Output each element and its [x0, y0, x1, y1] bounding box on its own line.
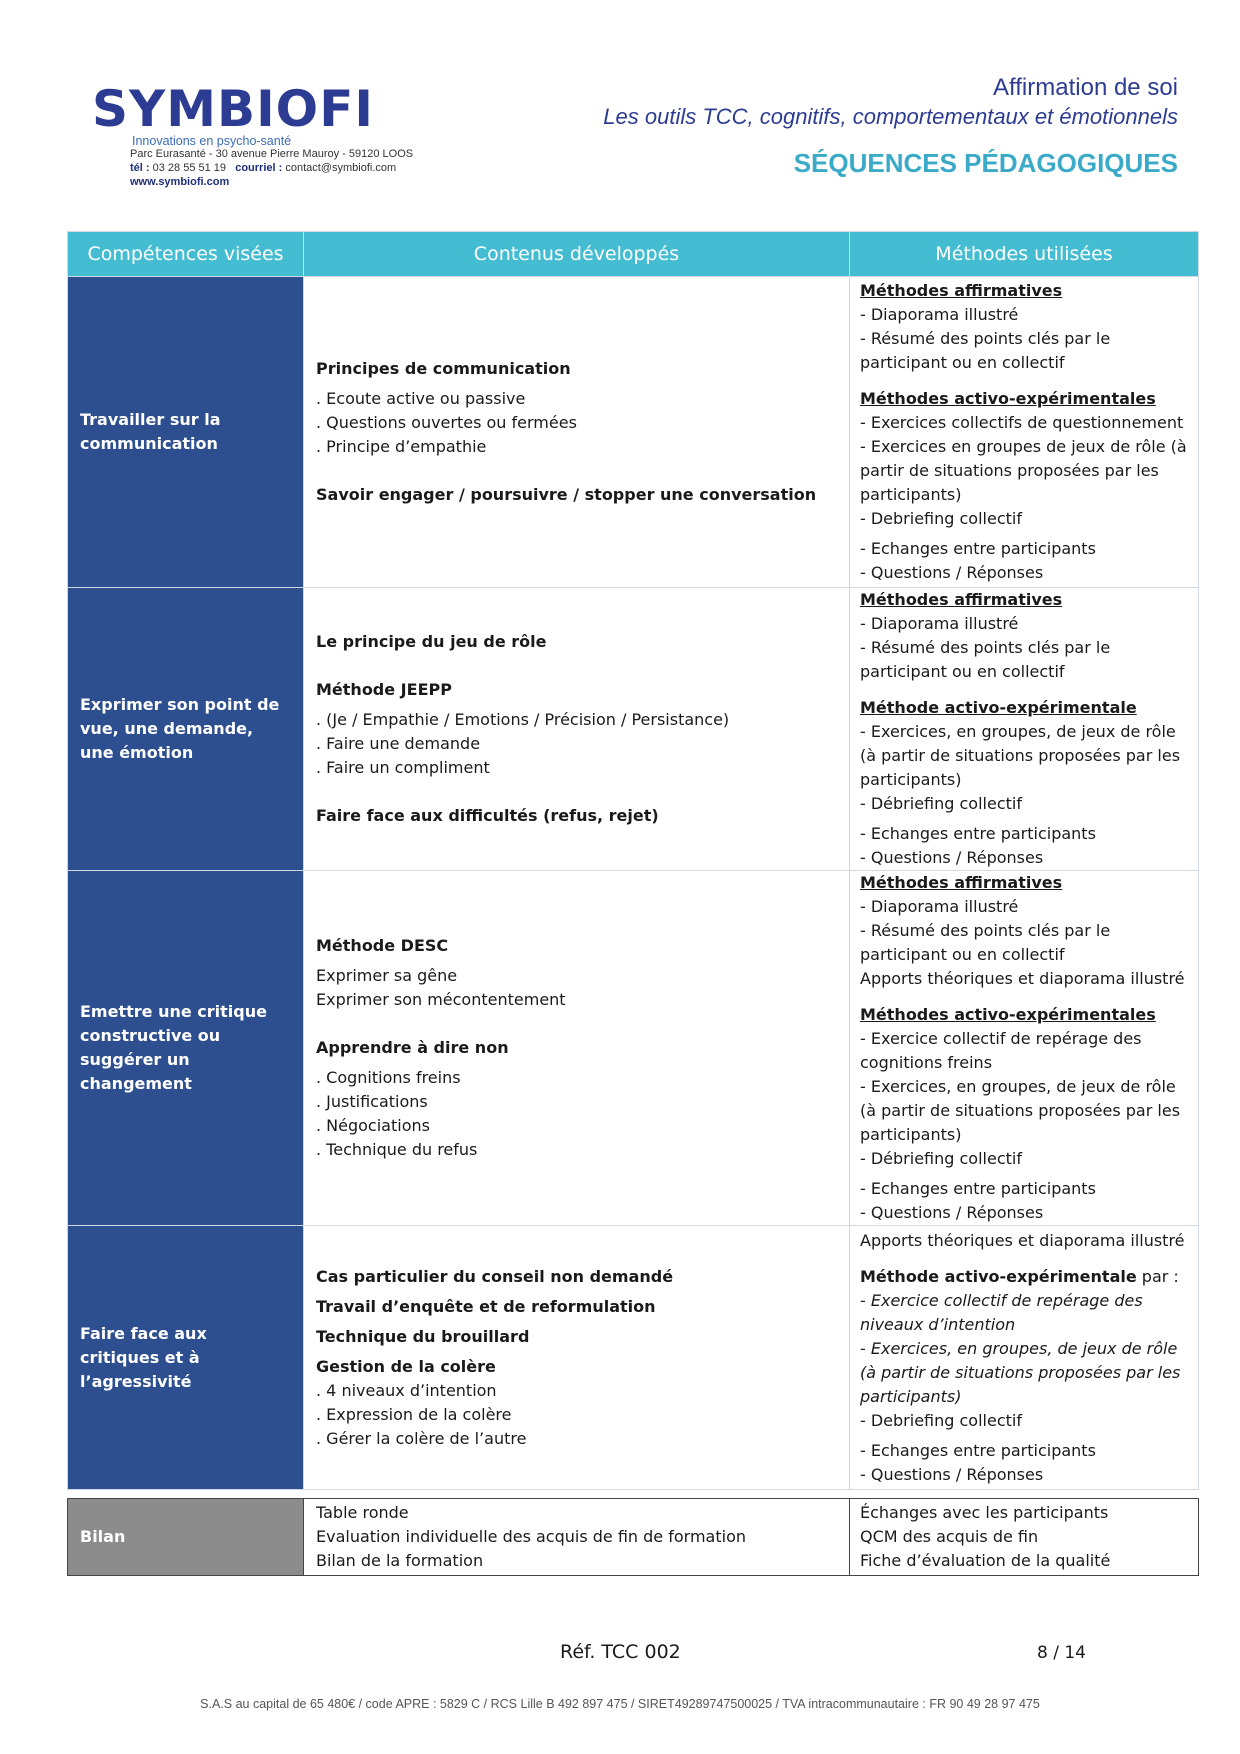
- list-item: . Technique du refus: [316, 1140, 478, 1159]
- contenu-heading: Gestion de la colère: [316, 1356, 496, 1376]
- contenu-heading: Technique du brouillard: [316, 1326, 530, 1346]
- table-row: [68, 1226, 1199, 1490]
- list-item: - Echanges entre participants: [860, 824, 1096, 843]
- contenu-cell: [304, 871, 850, 1226]
- bilan-label: Bilan: [68, 1499, 304, 1576]
- list-item: . 4 niveaux d’intention: [316, 1380, 497, 1400]
- list-item: . Justifications: [316, 1092, 428, 1111]
- competence-cell: Travailler sur la communication: [68, 277, 304, 588]
- contenu-cell: [304, 1226, 850, 1490]
- contenu-cell: [304, 588, 850, 871]
- list-item: QCM des acquis de fin: [860, 1527, 1039, 1546]
- list-item: . Gérer la colère de l’autre: [316, 1428, 527, 1448]
- list-item: . Questions ouvertes ou fermées: [316, 413, 577, 432]
- table-row: [68, 277, 1199, 588]
- company-address: Parc Eurasanté - 30 avenue Pierre Mauroy - 59120 LOOS: [130, 148, 414, 160]
- methodes-heading: Méthodes affirmatives: [860, 873, 1063, 892]
- list-item: - Exercices en groupes de jeux de rôle (à partir de situations proposées par les participants): [860, 437, 1187, 504]
- list-item: . Expression de la colère: [316, 1404, 512, 1424]
- list-item: - Résumé des points clés par le participant ou en collectif: [860, 329, 1111, 372]
- list-item: - Questions / Réponses: [860, 1464, 1044, 1484]
- list-item: - Résumé des points clés par le participant ou en collectif: [860, 921, 1111, 964]
- list-item: Exprimer son mécontentement: [316, 990, 566, 1009]
- list-item: . Négociations: [316, 1116, 430, 1135]
- list-item: - Questions / Réponses: [860, 848, 1044, 867]
- methodes-cell: [850, 1226, 1199, 1490]
- list-item: Apports théoriques et diaporama illustré: [860, 969, 1185, 988]
- column-header: Contenus développés: [304, 232, 850, 277]
- list-item: Evaluation individuelle des acquis de fin de formation: [316, 1527, 746, 1546]
- list-item: Fiche d’évaluation de la qualité: [860, 1551, 1111, 1570]
- list-item: . Faire un compliment: [316, 758, 490, 777]
- company-website[interactable]: www.symbiofi.com: [130, 176, 230, 188]
- list-item: - Debriefing collectif: [860, 1410, 1022, 1430]
- bilan-methodes-cell: [850, 1499, 1199, 1576]
- page-number: 8 / 14: [1037, 1643, 1086, 1663]
- legal-footer: S.A.S au capital de 65 480€ / code APRE : 5829 C / RCS Lille B 492 897 475 / SIRET49289747500025 / TVA intracommunautaire : FR 90 49 28 97 475: [200, 1697, 1040, 1711]
- contenu-cell: [304, 277, 850, 588]
- list-item: - Echanges entre participants: [860, 539, 1096, 558]
- sequences-table: [67, 231, 1199, 1490]
- list-item: - Débriefing collectif: [860, 1149, 1022, 1168]
- company-phone-mail: tél : 03 28 55 51 19 courriel : contact@symbiofi.com: [130, 162, 397, 174]
- list-item: - Debriefing collectif: [860, 509, 1022, 528]
- document-heading: [603, 74, 1178, 179]
- competence-cell: Emettre une critique constructive ou suggérer un changement: [68, 871, 304, 1226]
- list-item: . Cognitions freins: [316, 1068, 461, 1087]
- methodes-heading: Méthode activo-expérimentale par :: [860, 1266, 1179, 1286]
- company-logo: [92, 80, 374, 148]
- list-item: . Ecoute active ou passive: [316, 389, 526, 408]
- column-header: Compétences visées: [68, 232, 304, 277]
- table-header-row: [68, 232, 1199, 277]
- contenu-heading: Principes de communication: [316, 359, 571, 378]
- bilan-contenu-cell: [304, 1499, 850, 1576]
- list-item: - Echanges entre participants: [860, 1440, 1096, 1460]
- contenu-heading: Méthode DESC: [316, 936, 449, 955]
- methodes-heading: Méthodes affirmatives: [860, 590, 1063, 609]
- list-item: - Questions / Réponses: [860, 1203, 1044, 1222]
- list-item: - Questions / Réponses: [860, 563, 1044, 582]
- methodes-heading: Méthode activo-expérimentale: [860, 698, 1137, 717]
- methodes-cell: [850, 871, 1199, 1226]
- list-item: Échanges avec les participants: [860, 1503, 1109, 1522]
- list-item: - Echanges entre participants: [860, 1179, 1096, 1198]
- list-item: Apports théoriques et diaporama illustré: [860, 1230, 1185, 1250]
- contenu-heading: Cas particulier du conseil non demandé: [316, 1266, 674, 1286]
- list-item: - Diaporama illustré: [860, 897, 1019, 916]
- list-item: - Résumé des points clés par le participant ou en collectif: [860, 638, 1111, 681]
- list-item: - Exercice collectif de repérage des cognitions freins: [860, 1029, 1142, 1072]
- list-item: . Principe d’empathie: [316, 437, 487, 456]
- logo-tagline: Innovations en psycho-santé: [132, 134, 292, 148]
- list-item: Table ronde: [316, 1503, 409, 1522]
- list-item: - Exercices, en groupes, de jeux de rôle (à partir de situations proposées par les participants): [860, 1338, 1181, 1406]
- methodes-cell: [850, 277, 1199, 588]
- contenu-heading: Apprendre à dire non: [316, 1038, 509, 1057]
- list-item: Bilan de la formation: [316, 1551, 484, 1570]
- contenu-heading: Faire face aux difficultés (refus, rejet): [316, 806, 659, 825]
- contenu-heading: Méthode JEEPP: [316, 680, 452, 699]
- document-title: Affirmation de soi: [993, 74, 1178, 101]
- bilan-table: [67, 1498, 1199, 1576]
- competence-cell: Exprimer son point de vue, une demande, une émotion: [68, 588, 304, 871]
- contenu-heading: Le principe du jeu de rôle: [316, 632, 547, 651]
- table-row: [68, 1499, 1199, 1576]
- methodes-cell: [850, 588, 1199, 871]
- methodes-heading: Méthodes affirmatives: [860, 281, 1063, 300]
- competence-cell: Faire face aux critiques et à l’agressivité: [68, 1226, 304, 1490]
- list-item: . (Je / Empathie / Emotions / Précision / Persistance): [316, 710, 730, 729]
- list-item: - Exercices, en groupes, de jeux de rôle (à partir de situations proposées par les participants): [860, 1077, 1181, 1144]
- company-contact: [130, 147, 413, 189]
- list-item: - Exercices, en groupes, de jeux de rôle (à partir de situations proposées par les participants): [860, 722, 1181, 789]
- contenu-heading: Savoir engager / poursuivre / stopper une conversation: [316, 485, 817, 504]
- document-reference: Réf. TCC 002: [560, 1641, 681, 1663]
- table-row: [68, 588, 1199, 871]
- section-title: SÉQUENCES PÉDAGOGIQUES: [793, 148, 1178, 178]
- list-item: - Diaporama illustré: [860, 614, 1019, 633]
- list-item: Exprimer sa gêne: [316, 966, 458, 985]
- list-item: - Débriefing collectif: [860, 794, 1022, 813]
- list-item: - Diaporama illustré: [860, 305, 1019, 324]
- logo-wordmark: SYMBIOFI: [92, 80, 374, 138]
- table-row: [68, 871, 1199, 1226]
- list-item: - Exercice collectif de repérage des niveaux d’intention: [860, 1290, 1143, 1334]
- contenu-heading: Travail d’enquête et de reformulation: [316, 1296, 656, 1316]
- list-item: - Exercices collectifs de questionnement: [860, 413, 1184, 432]
- methodes-heading: Méthodes activo-expérimentales: [860, 389, 1156, 408]
- methodes-heading: Méthodes activo-expérimentales: [860, 1005, 1156, 1024]
- document-subtitle: Les outils TCC, cognitifs, comportementaux et émotionnels: [603, 104, 1178, 129]
- list-item: . Faire une demande: [316, 734, 481, 753]
- column-header: Méthodes utilisées: [850, 232, 1199, 277]
